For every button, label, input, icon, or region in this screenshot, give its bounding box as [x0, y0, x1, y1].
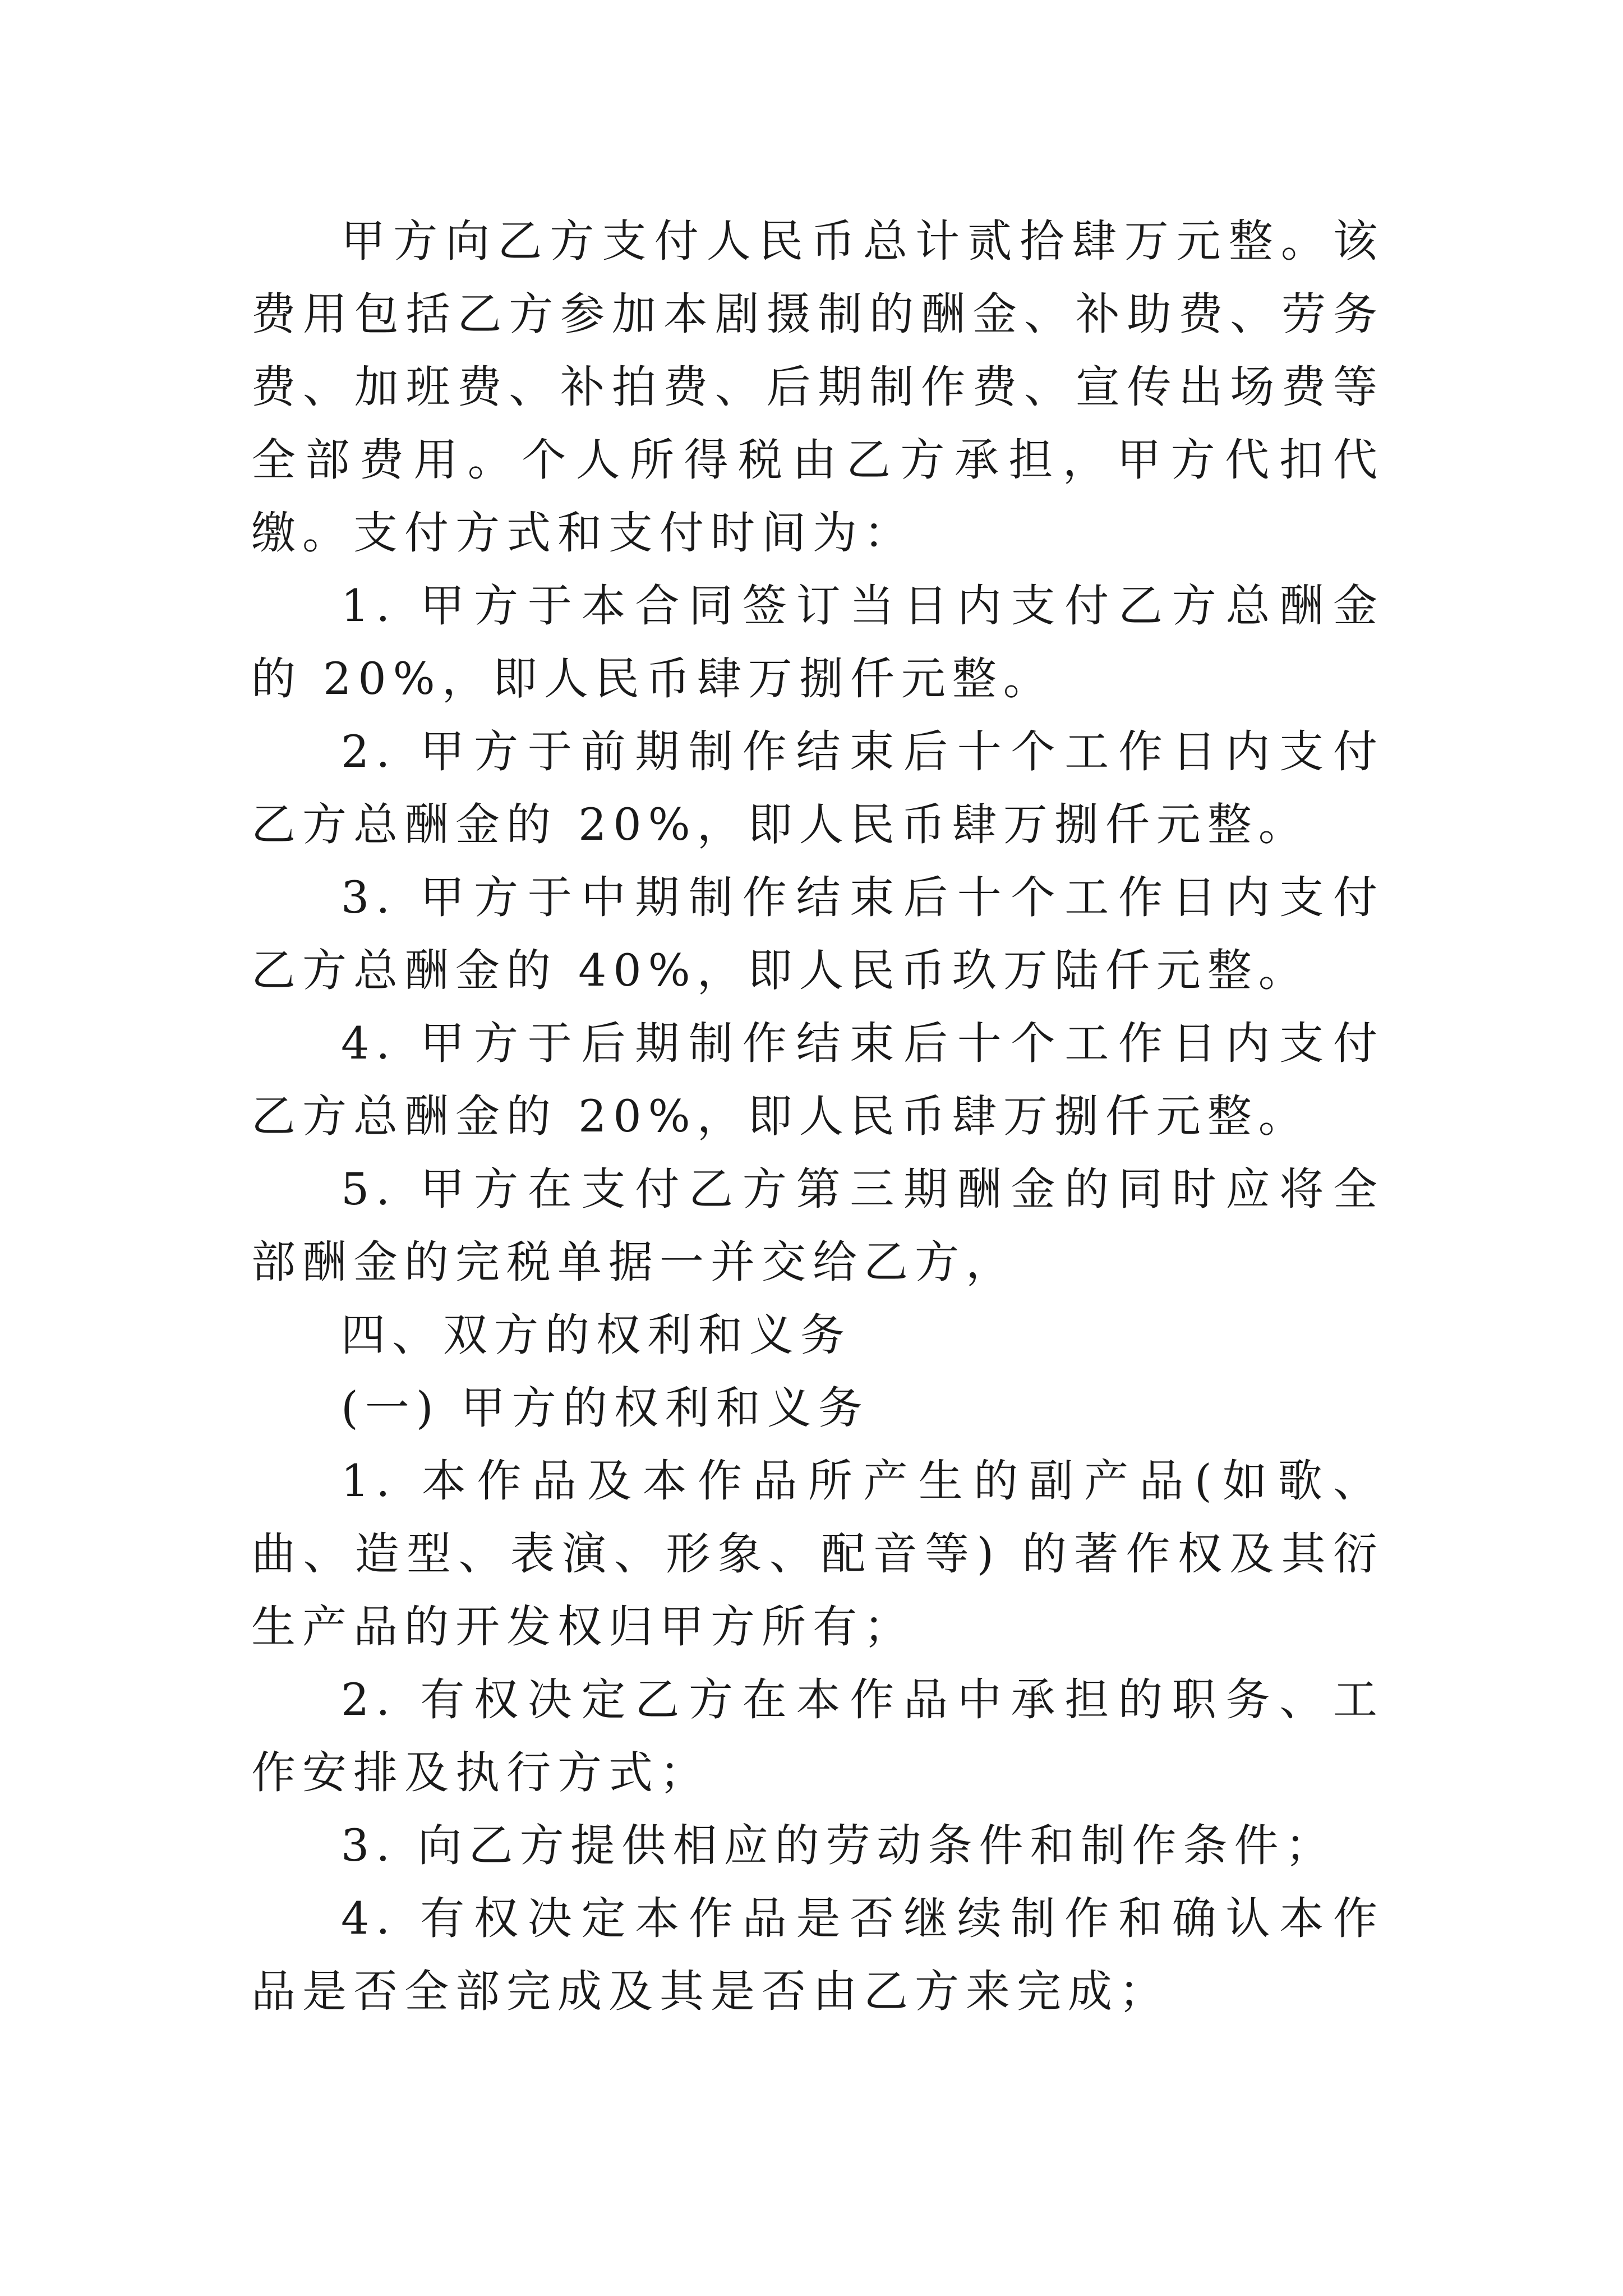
party-a-item-4: 4. 有权决定本作品是否继续制作和确认本作品是否全部完成及其是否由乙方来完成； [251, 1893, 1384, 2017]
section-heading-rights-obligations: 四、双方的权利和义务 [341, 1309, 851, 1361]
party-a-item-1: 1. 本作品及本作品所产生的副产品(如歌、曲、造型、表演、形象、配音等) 的著作权及其衍生产品的开发权归甲方所有； [251, 1455, 1384, 1653]
document-body [251, 205, 1384, 2028]
payment-item-5: 5. 甲方在支付乙方第三期酬金的同时应将全部酬金的完税单据一并交给乙方， [251, 1163, 1384, 1288]
subsection-heading-party-a: (一) 甲方的权利和义务 [341, 1382, 869, 1434]
payment-item-3: 3. 甲方于中期制作结束后十个工作日内支付乙方总酬金的 40%，即人民币玖万陆仟元整。 [251, 872, 1384, 996]
party-a-item-2: 2. 有权决定乙方在本作品中承担的职务、工作安排及执行方式； [251, 1674, 1384, 1798]
payment-terms-paragraph: 甲方向乙方支付人民币总计贰拾肆万元整。该费用包括乙方参加本剧摄制的酬金、补助费、劳务费、加班费、补拍费、后期制作费、宣传出场费等全部费用。个人所得税由乙方承担，甲方代扣代缴。支付方式和支付时间为： [251, 215, 1384, 559]
payment-item-4: 4. 甲方于后期制作结束后十个工作日内支付乙方总酬金的 20%，即人民币肆万捌仟元整。 [251, 1018, 1384, 1142]
payment-item-1: 1. 甲方于本合同签订当日内支付乙方总酬金的 20%，即人民币肆万捌仟元整。 [251, 580, 1384, 705]
payment-item-2: 2. 甲方于前期制作结束后十个工作日内支付乙方总酬金的 20%，即人民币肆万捌仟元整。 [251, 726, 1384, 850]
party-a-item-3: 3. 向乙方提供相应的劳动条件和制作条件； [341, 1820, 1336, 1871]
